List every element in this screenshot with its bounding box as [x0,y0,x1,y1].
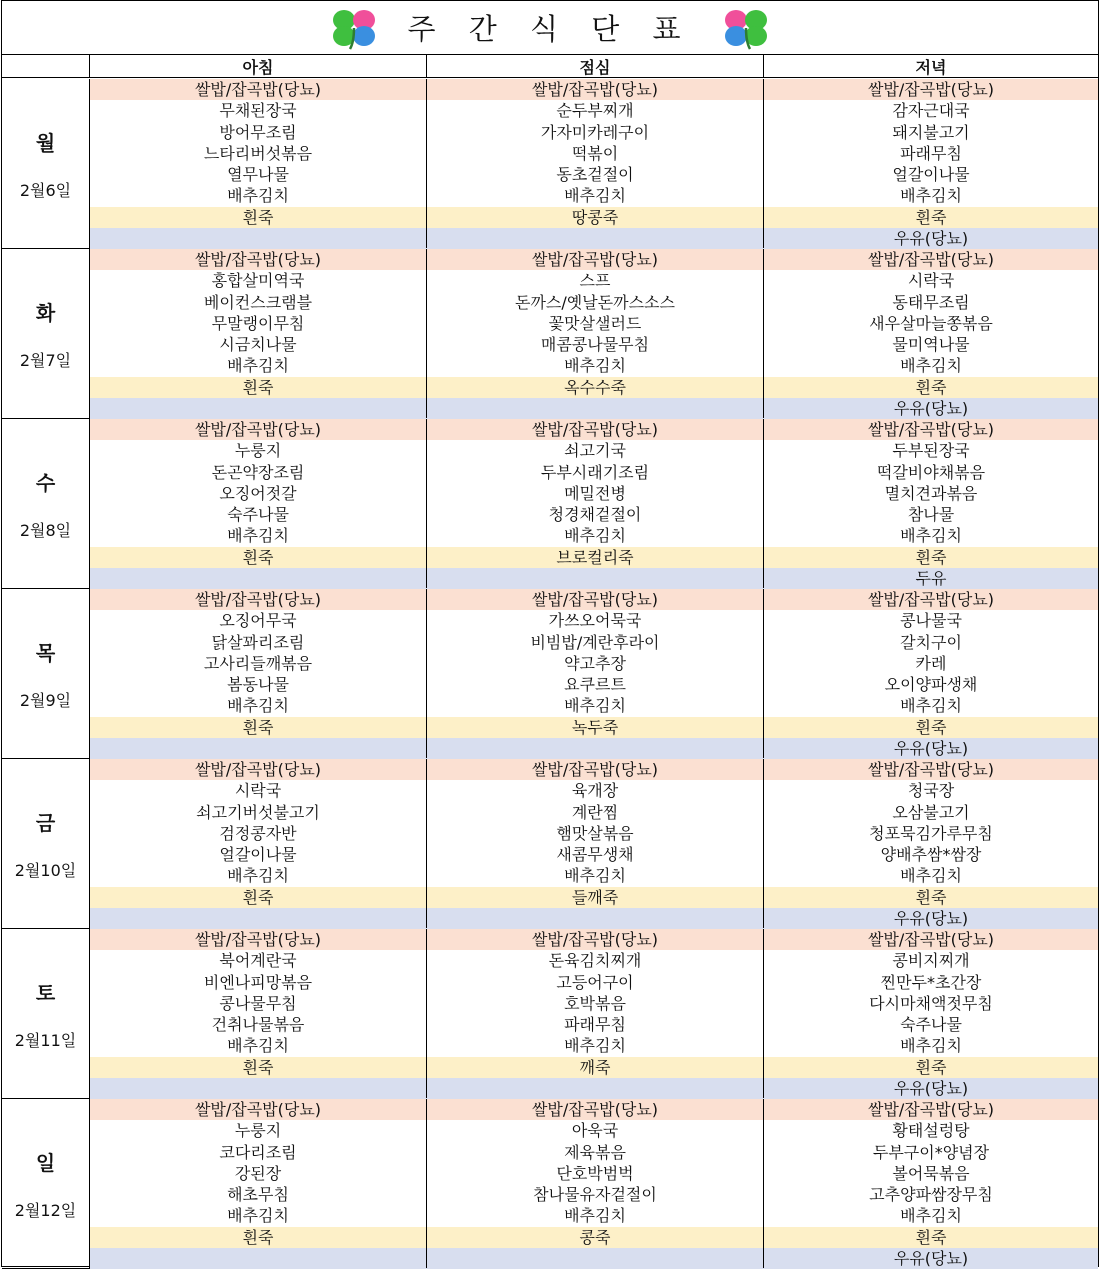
menu-item: 쌀밥/잡곡밥(당뇨) [194,420,322,439]
day-name: 월 [35,130,56,155]
menu-item: 쇠고기국 [564,441,626,461]
menu-item: 두부된장국 [892,441,970,461]
menu-item [427,1248,763,1269]
menu-item: 햄맛살볶음 [556,823,634,843]
menu-item: 해초무침 [227,1185,289,1204]
lunch-column [427,79,764,248]
menu-item: 배추김치 [227,526,289,546]
menu-item: 쌀밥/잡곡밥(당뇨) [867,250,995,269]
menu-item: 쌀밥/잡곡밥(당뇨) [867,760,995,779]
day-date: 2월9일 [19,690,72,710]
day-name: 토 [35,980,56,1005]
meals-area [90,419,1098,588]
menu-item: 열무나물 [227,165,289,184]
menu-item: 시락국 [907,271,955,291]
day-name: 금 [35,810,56,835]
meals-area [90,1099,1098,1268]
day-name: 화 [35,300,56,325]
day-date: 2월8일 [19,520,72,540]
menu-item [427,398,763,419]
dinner-column [764,759,1098,928]
menu-item: 흰죽 [242,547,274,567]
menu-item: 계란찜 [571,802,619,822]
menu-item: 옥수수죽 [564,377,626,397]
menu-item: 가자미카레구이 [540,122,650,142]
header-dinner: 저녁 [915,57,947,77]
menu-item: 우유(당뇨) [893,1078,969,1098]
menu-item: 쌀밥/잡곡밥(당뇨) [531,590,659,609]
menu-item: 강된장 [234,1163,282,1183]
menu-item: 비빔밥/계란후라이 [530,632,660,652]
menu-item: 쌀밥/잡곡밥(당뇨) [867,930,995,949]
menu-item: 느타리버섯볶음 [203,143,313,163]
menu-item: 흰죽 [242,377,274,397]
lunch-column [427,589,764,758]
menu-item: 아욱국 [571,1121,619,1141]
menu-item: 흰죽 [915,1057,947,1077]
day-name: 수 [35,470,56,495]
menu-item: 건취나물볶음 [211,1015,305,1034]
menu-item: 얼갈이나물 [219,845,297,864]
menu-item: 돈곤약장조림 [211,462,305,482]
menu-item: 배추김치 [564,1206,626,1226]
menu-item: 다시마채액젓무침 [869,993,993,1013]
menu-item: 고추양파쌈장무침 [869,1185,993,1204]
page-title: 주 간 식 단 표 [407,12,693,46]
menu-item: 녹두죽 [571,717,619,737]
menu-item: 배추김치 [564,186,626,206]
header-blank [2,55,90,77]
menu-item: 시금치나물 [219,335,297,354]
menu-item: 떡볶이 [571,143,619,163]
menu-item: 양배추쌈*쌈장 [880,845,982,864]
menu-item: 우유(당뇨) [893,908,969,928]
menu-item: 배추김치 [900,696,962,716]
meals-area [90,759,1098,928]
menu-item: 코다리조림 [219,1142,297,1162]
breakfast-column [90,79,427,248]
menu-item: 배추김치 [227,866,289,886]
menu-item: 방어무조림 [219,122,297,142]
menu-item: 쌀밥/잡곡밥(당뇨) [531,760,659,779]
breakfast-column [90,249,427,418]
menu-item [427,738,763,759]
menu-item: 돈육김치찌개 [548,951,642,971]
lunch-column [427,759,764,928]
menu-item: 콩나물무침 [219,993,297,1013]
menu-item: 콩비지찌개 [892,951,970,971]
lunch-column [427,929,764,1098]
day-name: 일 [35,1150,56,1175]
menu-item: 갈치구이 [900,632,962,652]
day-label [2,589,90,758]
menu-item: 파래무침 [564,1015,626,1034]
day-label [2,759,90,928]
menu-item: 배추김치 [900,356,962,376]
menu-item: 쌀밥/잡곡밥(당뇨) [194,250,322,269]
menu-item: 배추김치 [564,356,626,376]
menu-item: 배추김치 [227,1036,289,1056]
menu-item: 황태설렁탕 [892,1121,970,1141]
menu-item: 우유(당뇨) [893,1248,969,1268]
menu-item: 단호박범벅 [556,1163,634,1183]
menu-item: 검정콩자반 [219,823,297,843]
menu-item: 참나물 [907,505,955,524]
dinner-column [764,1099,1098,1268]
dinner-column [764,419,1098,588]
menu-item: 쌀밥/잡곡밥(당뇨) [194,760,322,779]
menu-item: 숙주나물 [900,1015,962,1034]
menu-item: 떡갈비야채볶음 [876,462,986,482]
menu-item: 흰죽 [915,1227,947,1247]
menu-item [90,1248,426,1269]
menu-item: 콩죽 [579,1227,611,1247]
menu-item: 무말랭이무침 [211,313,305,333]
day-date: 2월12일 [14,1200,77,1220]
menu-item: 배추김치 [564,1036,626,1056]
menu-item: 새우살마늘쫑볶음 [869,313,993,333]
breakfast-column [90,1099,427,1268]
menu-item: 쌀밥/잡곡밥(당뇨) [194,930,322,949]
meals-area [90,589,1098,758]
menu-item: 우유(당뇨) [893,738,969,758]
menu-item [90,738,426,759]
menu-item: 배추김치 [227,356,289,376]
menu-item: 쌀밥/잡곡밥(당뇨) [531,930,659,949]
day-name: 목 [35,640,56,665]
menu-item: 매콤콩나물무침 [540,335,650,354]
menu-item [427,1078,763,1099]
day-label [2,249,90,418]
menu-item: 물미역나물 [892,335,970,354]
day-date: 2월10일 [14,860,77,880]
day-date: 2월6일 [19,180,72,200]
menu-item: 순두부찌개 [556,101,634,121]
menu-item [90,568,426,589]
menu-item: 무채된장국 [219,101,297,121]
breakfast-column [90,419,427,588]
menu-item [90,1078,426,1099]
menu-item: 육개장 [571,781,619,801]
dinner-column [764,79,1098,248]
menu-item: 쌀밥/잡곡밥(당뇨) [867,420,995,439]
menu-item: 쌀밥/잡곡밥(당뇨) [867,590,995,609]
menu-item: 오징어무국 [219,611,297,631]
title-bar [2,1,1098,55]
menu-item: 흰죽 [242,717,274,737]
menu-item: 청국장 [907,781,955,801]
menu-item: 들깨죽 [571,887,619,907]
day-block [2,419,1098,589]
menu-item: 멸치견과볶음 [884,483,978,503]
day-date: 2월11일 [14,1030,77,1050]
menu-item: 흰죽 [242,887,274,907]
menu-item: 돈까스/옛날돈까스소스 [515,292,675,312]
menu-item: 북어계란국 [219,951,297,971]
menu-item: 흰죽 [242,1227,274,1247]
dinner-column [764,249,1098,418]
menu-item: 배추김치 [900,186,962,206]
day-label [2,1099,90,1268]
menu-item: 두유 [915,568,947,588]
menu-item: 제육볶음 [564,1142,626,1162]
menu-item: 배추김치 [227,1206,289,1226]
menu-item: 흰죽 [915,547,947,567]
menu-item: 얼갈이나물 [892,165,970,184]
menu-item: 흰죽 [242,1057,274,1077]
menu-item: 배추김치 [900,1036,962,1056]
menu-item: 배추김치 [900,1206,962,1226]
menu-item: 우유(당뇨) [893,398,969,418]
menu-item: 두부구이*양념장 [872,1142,990,1162]
menu-item: 배추김치 [227,186,289,206]
dinner-column [764,589,1098,758]
menu-item: 오이양파생채 [884,675,978,694]
menu-item: 약고추장 [564,653,626,673]
menu-item: 땅콩죽 [571,207,619,227]
menu-item: 두부시래기조림 [540,462,650,482]
menu-item: 흰죽 [915,207,947,227]
menu-item: 홍합살미역국 [211,271,305,291]
menu-item: 고등어구이 [556,972,634,992]
menu-item: 동초겉절이 [556,165,634,184]
menu-item: 배추김치 [564,866,626,886]
menu-item: 스프 [579,271,611,291]
header-breakfast: 아침 [90,55,427,77]
clover-right-icon [722,6,770,50]
menu-item: 카레 [915,653,947,673]
menu-item [427,228,763,249]
menu-item: 쌀밥/잡곡밥(당뇨) [531,80,659,99]
day-block [2,759,1098,929]
menu-item: 누룽지 [234,1121,282,1141]
menu-item: 쌀밥/잡곡밥(당뇨) [194,1100,322,1119]
menu-item: 요쿠르트 [564,675,626,694]
menu-item: 닭살꽈리조림 [211,632,305,652]
menu-item: 찐만두*초간장 [880,972,982,992]
day-date: 2월7일 [19,350,72,370]
menu-item: 쌀밥/잡곡밥(당뇨) [531,250,659,269]
menu-item [90,398,426,419]
lunch-column [427,419,764,588]
menu-item: 배추김치 [900,526,962,546]
menu-item: 누룽지 [234,441,282,461]
day-label [2,929,90,1098]
menu-item: 베이컨스크램블 [203,292,313,312]
day-block [2,929,1098,1099]
menu-item: 파래무침 [900,143,962,163]
menu-item: 쌀밥/잡곡밥(당뇨) [867,80,995,99]
menu-item: 오징어젓갈 [219,483,297,503]
menu-item: 쌀밥/잡곡밥(당뇨) [531,1100,659,1119]
day-block [2,249,1098,419]
menu-item: 새콤무생채 [556,845,634,864]
menu-item: 브로컬리죽 [556,547,634,567]
day-block [2,79,1098,249]
menu-item: 볼어묵볶음 [892,1163,970,1183]
header-lunch: 점심 [427,55,764,77]
menu-item: 쇠고기버섯불고기 [196,802,320,822]
breakfast-column [90,929,427,1098]
menu-item: 우유(당뇨) [893,228,969,248]
menu-item: 꽃맛살샐러드 [548,313,642,333]
menu-item: 쌀밥/잡곡밥(당뇨) [867,1100,995,1119]
menu-item: 배추김치 [564,696,626,716]
breakfast-column [90,589,427,758]
day-label [2,79,90,248]
menu-item: 시락국 [234,781,282,801]
menu-item: 배추김치 [564,526,626,546]
menu-item: 오삼불고기 [892,802,970,822]
breakfast-column [90,759,427,928]
menu-item: 참나물유자겉절이 [533,1185,657,1204]
day-block [2,589,1098,759]
weekly-menu-sheet [1,0,1099,1267]
menu-item: 흰죽 [915,887,947,907]
menu-item: 흰죽 [242,207,274,227]
menu-item: 배추김치 [900,866,962,886]
menu-item: 청경채겉절이 [548,505,642,524]
menu-item: 호박볶음 [564,993,626,1013]
meals-area [90,929,1098,1098]
clover-left-icon [330,6,378,50]
day-block [2,1099,1098,1269]
menu-item: 봄동나물 [227,675,289,694]
menu-item: 쌀밥/잡곡밥(당뇨) [531,420,659,439]
menu-item: 깨죽 [579,1057,611,1077]
menu-item: 가쓰오어묵국 [548,611,642,631]
column-header-row [2,55,1098,78]
menu-item: 메밀전병 [564,483,626,503]
menu-item: 흰죽 [915,377,947,397]
menu-item [90,908,426,929]
menu-item: 콩나물국 [900,611,962,631]
menu-item: 동태무조림 [892,292,970,312]
menu-item [90,228,426,249]
menu-item: 청포묵김가루무침 [869,823,993,843]
lunch-column [427,249,764,418]
menu-item: 숙주나물 [227,505,289,524]
menu-item: 흰죽 [915,717,947,737]
menu-item: 돼지불고기 [892,122,970,142]
menu-item: 비엔나피망볶음 [203,972,313,992]
dinner-column [764,929,1098,1098]
menu-item: 쌀밥/잡곡밥(당뇨) [194,80,322,99]
menu-item [427,568,763,589]
menu-item: 감자근대국 [892,101,970,121]
meals-area [90,249,1098,418]
meals-area [90,79,1098,248]
menu-item: 고사리들깨볶음 [203,653,313,673]
menu-item [427,908,763,929]
menu-item: 배추김치 [227,696,289,716]
day-label [2,419,90,588]
lunch-column [427,1099,764,1268]
menu-item: 쌀밥/잡곡밥(당뇨) [194,590,322,609]
